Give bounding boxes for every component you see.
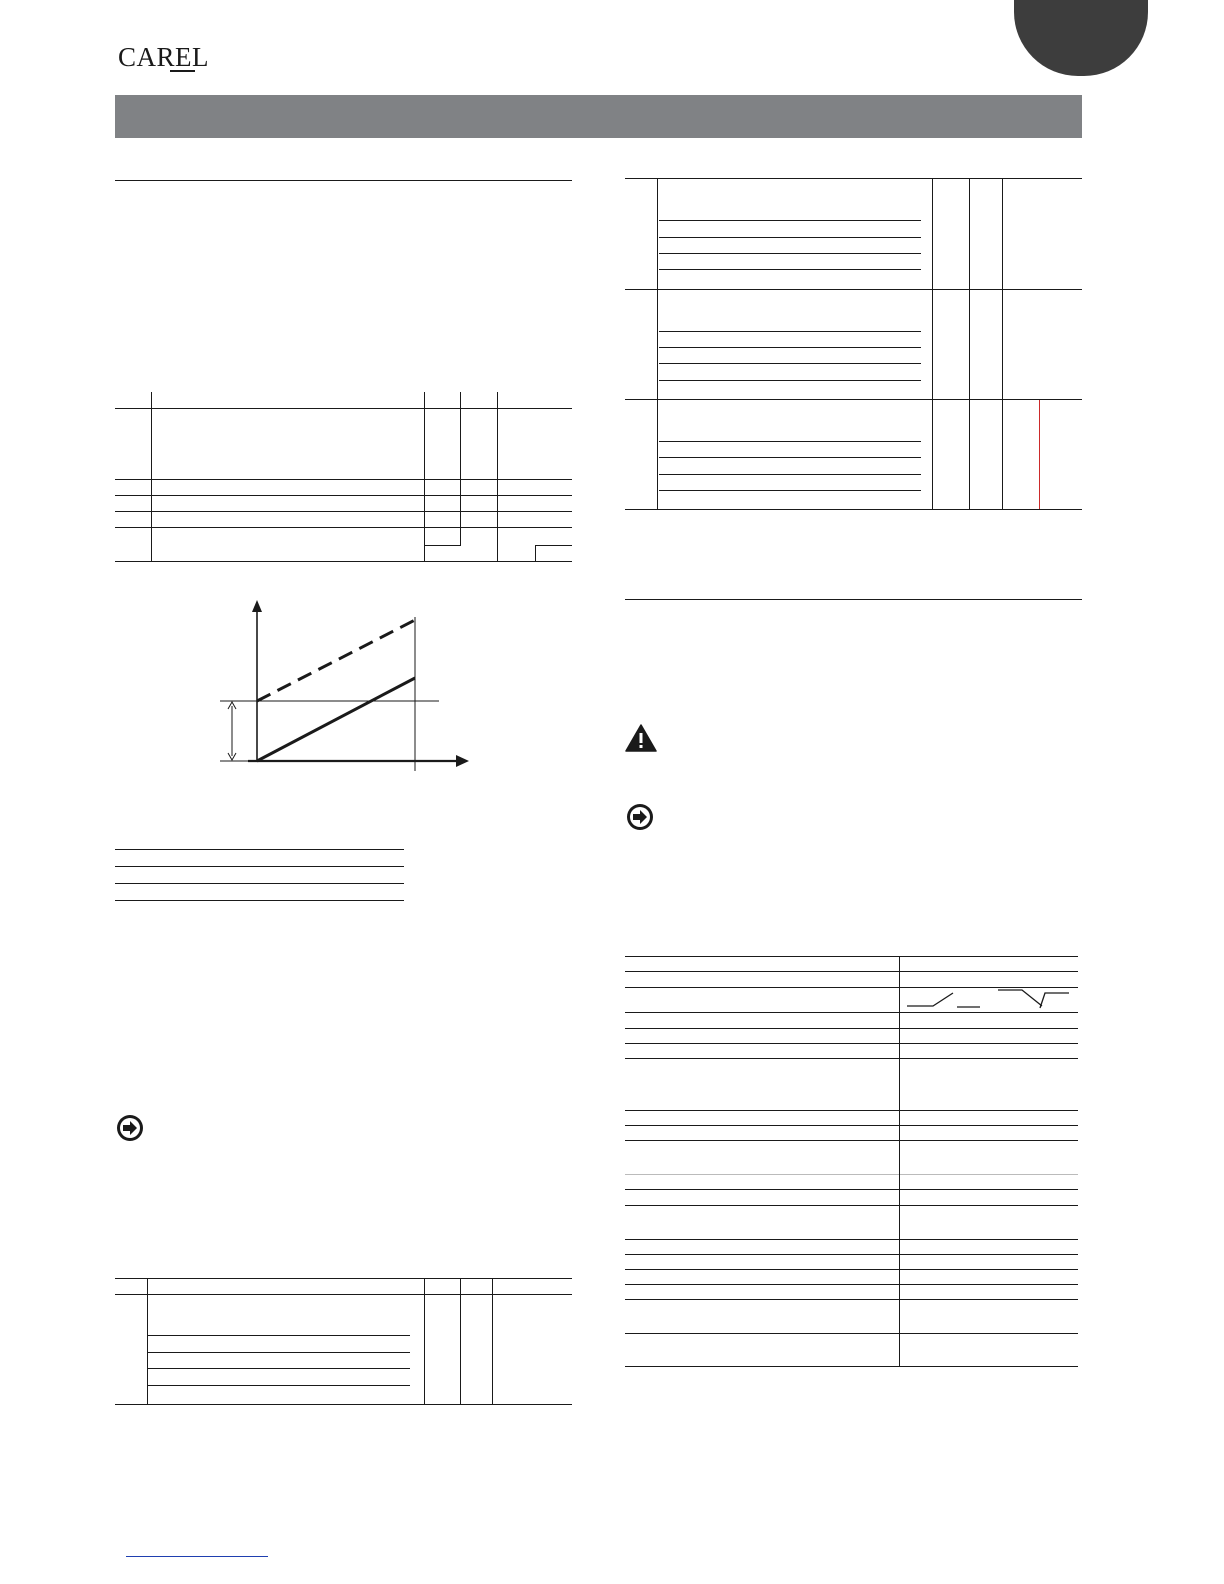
x-axis-arrowhead [456,755,469,767]
table-row [148,1368,410,1369]
table-subrow [659,237,921,238]
table-subrow [659,490,921,491]
table-row [115,495,572,496]
table-row [148,1335,410,1336]
table-subrow [659,347,921,348]
table-row [625,1299,1078,1300]
table-col [1002,178,1003,509]
table-subrow [659,220,921,221]
table-row [625,1239,1078,1240]
table-row [115,511,572,512]
section-banner [115,95,1082,138]
switch-symbol-icon [905,988,1075,1010]
table-subrow [659,380,921,381]
table-row [115,561,572,562]
section-rule-left [115,180,572,181]
table-row [625,1043,1078,1044]
table-row [625,289,1082,290]
table-row [625,971,1078,972]
table-col [147,1278,148,1404]
table-subrow [659,363,921,364]
table-row [148,1385,410,1386]
y-axis-arrowhead [252,600,262,612]
table-row [625,1205,1078,1206]
table-cell-rule [424,545,460,546]
table-subrow [659,253,921,254]
table-col [492,1278,493,1404]
table-row [625,1174,1078,1175]
table-col [899,956,900,1366]
table-row [115,849,404,850]
logo-underline [170,70,195,72]
table-row [625,509,1082,510]
table-col [969,178,970,509]
table-col [460,1278,461,1404]
table-row [625,1333,1078,1334]
table-col [497,392,498,562]
linear-diagram [210,595,480,785]
table-row [625,1189,1078,1190]
table-row [625,399,1082,400]
table-subrow [659,269,921,270]
table-subrow [659,457,921,458]
table-row [115,408,572,409]
table-subrow [659,331,921,332]
table-col [657,178,658,509]
table-row [625,1284,1078,1285]
table-row [625,1254,1078,1255]
table-row [115,900,404,901]
table-row [115,479,572,480]
section-rule-right [625,599,1082,600]
table-row [625,1028,1078,1029]
arrow-circle-icon [626,803,654,831]
table-row [115,883,404,884]
table-row [115,527,572,528]
table-row [115,1294,572,1295]
table-row [625,1125,1078,1126]
red-marker-line [1039,400,1040,509]
table-row [625,1269,1078,1270]
table-row [625,1366,1078,1367]
table-col [424,392,425,562]
table-row [115,1404,572,1405]
table-row [115,1278,572,1279]
table-col [424,1278,425,1404]
chapter-tab [1014,0,1148,76]
table-row [625,1110,1078,1111]
arrow-circle-icon [116,1114,144,1142]
table-col [460,392,461,546]
table-col [535,545,536,562]
warning-icon [625,724,657,752]
table-row [625,178,1082,179]
table-col [932,178,933,509]
table-row [115,866,404,867]
table-row [625,1012,1078,1013]
table-row [148,1352,410,1353]
table-cell-rule [535,545,572,546]
table-row [625,1058,1078,1059]
table-subrow [659,474,921,475]
table-row [625,1140,1078,1141]
table-row [625,956,1078,957]
carel-logo: CAREL [118,42,210,72]
table-col [151,392,152,562]
table-subrow [659,441,921,442]
footer-link[interactable] [126,1556,268,1557]
